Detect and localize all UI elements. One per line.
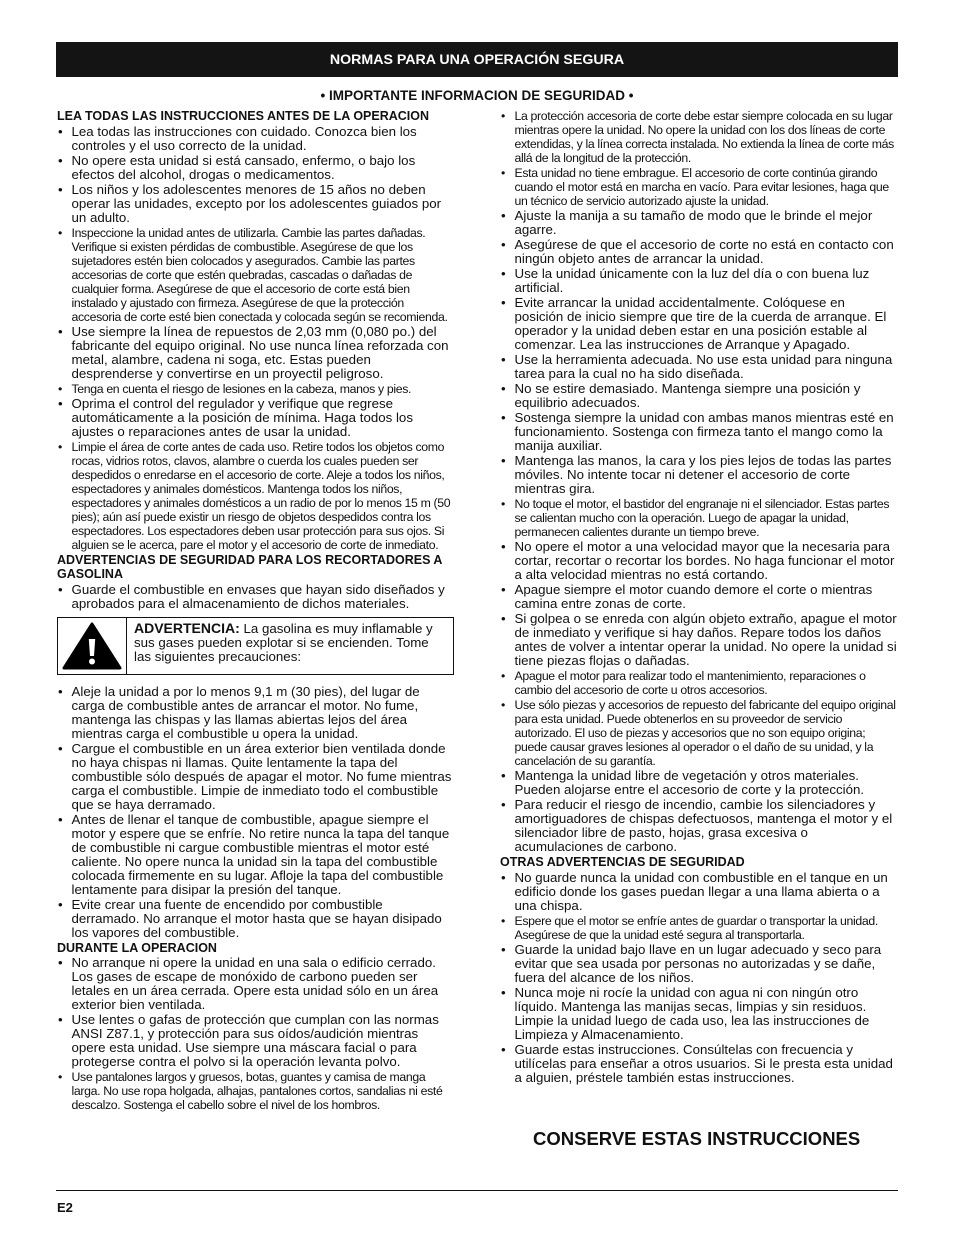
list-item: • No opere el motor a una velocidad mayor que la necesaria para cortar, recortar o recortar los bordes. No haga funcionar el motor a alta velocidad mientras no está cortando. [501,539,895,582]
list-item: • Para reducir el riesgo de incendio, cambie los silenciadores y amortiguadores de chispas defectuosos, mantenga el motor y el silenciador libre de pasto, hojas, grasa excesiva o acumulaciones de carbono. [501,797,893,854]
list-item-text: La protección accesoria de corte debe estar siempre colocada en su lugar mientras opere la unidad. No opere la unidad con los dos líneas de corte extendidas, y la línea correcta instalada. No extienda la línea de corte más allá de la longitud de la protección. [514,109,894,165]
list-item-text: Use siempre la línea de repuestos de 2,03 mm (0,080 po.) del fabricante del equipo original. No use nunca línea reforzada con metal, alambre, cadena ni soga, etc. Estas pueden desprenderse y convertirse en un proyectil peligroso. [71,323,449,381]
list-item-text: Lea todas las instrucciones con cuidado. Conozca bien los controles y el uso correcto de la unidad. [71,123,417,153]
list-item-text: Guarde estas instrucciones. Consúltelas con frecuencia y utilícelas para enseñar a otros usuarios. Si le presta esta unidad a alguien, préstele también estas instrucciones. [514,1041,893,1085]
list-item: • Tenga en cuenta el riesgo de lesiones en la cabeza, manos y pies. [58,381,412,396]
list-item-text: Evite arrancar la unidad accidentalmente. Colóquese en posición de inicio siempre que tire de la cuerda de arranque. El operador y la unidad deben estar en una posición estable al comenzar. Lea las instrucciones de Arranque y Apagado. [514,295,887,352]
list-item-text: No se estire demasiado. Mantenga siempre una posición y equilibrio adecuados. [514,381,861,410]
list-item: • Esta unidad no tiene embrague. El accesorio de corte continúa girando cuando el motor está en marcha en vacío. Para evitar lesiones, haga que un técnico de servicio autorizado ajuste la unidad. [501,166,889,208]
list-item-text: Use la herramienta adecuada. No use esta unidad para ninguna tarea para la cual no ha sido diseñada. [514,352,893,381]
list-item: • No se estire demasiado. Mantenga siempre una posición y equilibrio adecuados. [501,381,861,410]
list-item: • Use la unidad únicamente con la luz del día o con buena luz artificial. [501,266,870,295]
list-item: • No arranque ni opere la unidad en una sala o edificio cerrado. Los gases de escape de monóxido de carbono pueden ser letales en un área cerrada. Opere esta unidad sólo en un área exterior bien ventilada. [58,955,439,1012]
list-item-text: Mantenga las manos, la cara y los pies lejos de todas las partes móviles. No intente tocar ni detener el accesorio de corte mientras gira. [514,453,892,496]
list-item: • Espere que el motor se enfríe antes de guardar o transportar la unidad. Asegúrese de que la unidad esté segura al transportarla. [501,913,878,942]
list-item: • Use siempre la línea de repuestos de 2,03 mm (0,080 po.) del fabricante del equipo original. No use nunca línea reforzada con metal, alambre, cadena ni soga, etc. Estas pueden desprenderse y convertirse en un proyectil peligroso. [58,323,449,381]
conserve-instructions-heading: CONSERVE ESTAS INSTRUCCIONES [533,1128,861,1149]
list-item-text: Si golpea o se enreda con algún objeto extraño, apague el motor de inmediato y verifique si hay daños. Repare todos los daños antes de volver a intentar operar la unidad. No opere la unidad si tiene piezas flojas o dañadas. [514,611,897,668]
list-item: • Aleje la unidad a por lo menos 9,1 m (30 pies), del lugar de carga de combustible antes de arrancar el motor. No fume, mantenga las chispas y las llamas abiertas lejos del área mientras carga el combustible u opera la unidad. [58,683,420,741]
list-item-text: Evite crear una fuente de encendido por combustible derramado. No arranque el motor hasta que se hayan disipado los vapores del combustible. [71,896,442,940]
list-item: • Guarde el combustible en envases que hayan sido diseñados y aprobados para el almacenamiento de dichos materiales. [58,581,445,611]
list-item-text: Use lentes o gafas de protección que cumplan con las normas ANSI Z87.1, y protección para sus oídos/audición mientras opere esta unidad. Use siempre una máscara facial o para protegerse contra el polvo si la operación levanta polvo. [71,1012,439,1069]
list-item-text: Apague siempre el motor cuando demore el corte o mientras camina entre zonas de corte. [514,582,873,611]
read-instructions-list [57,125,454,552]
list-item-text: Oprima el control del regulador y verifique que regrese automáticamente a la posición de mínima. Haga todos los ajustes o reparaciones antes de usar la unidad. [71,395,413,439]
section-title-gasoline-warnings: ADVERTENCIAS DE SEGURIDAD PARA LOS RECORTADORES A GASOLINA [57,552,442,581]
list-item: • Cargue el combustible en un área exterior bien ventilada donde no haya chispas ni llamas. Quite lentamente la tapa del combustible sólo después de apagar el motor. No fume mientras carga el combustible. Limpie de inmediato todo el combustible que se haya derramado. [58,740,452,812]
list-item: • Guarde la unidad bajo llave en un lugar adecuado y seco para evitar que sea usada por personas no autorizadas y se dañe, fuera del alcance de los niños. [501,941,882,985]
list-item: • Use sólo piezas y accesorios de repuesto del fabricante del equipo original para esta unidad. Puede obtenerlos en su proveedor de servicio autorizado. El uso de piezas y accesorios que no son equipo origina; puede causar graves lesiones al operador o el daño de su unidad, y la cancelación de su garantía. [501,698,896,768]
list-item: • Use la herramienta adecuada. No use esta unidad para ninguna tarea para la cual no ha sido diseñada. [501,352,893,381]
list-item-text: Sostenga siempre la unidad con ambas manos mientras esté en funcionamiento. Sostenga con firmeza tanto el mango como la manija auxiliar. [514,410,894,453]
list-item: • Limpie el área de corte antes de cada uso. Retire todos los objetos como rocas, vidrios rotos, clavos, alambre o cuerda los cuales pueden ser despedidos o enredarse en el accesorio de corte. Aleje a todos los niños, espectadores y animales domésticos. Mantenga todos los niños, espectadores y animales domésticos a un radio de por lo menos 15 m (50 pies); aún así puede existir un riesgo de objetos despedidos contra los espectadores. Los espectadores deben usar protección para sus ojos. Si alguien se le acerca, pare el motor y el accesorio de corte de inmediato. [58,439,451,552]
list-item-text: Ajuste la manija a su tamaño de modo que le brinde el mejor agarre. [514,208,873,237]
list-item-text: Tenga en cuenta el riesgo de lesiones en la cabeza, manos y pies. [71,381,412,396]
warning-message [134,621,447,664]
list-item: • Mantenga las manos, la cara y los pies lejos de todas las partes móviles. No intente tocar ni detener el accesorio de corte mientras gira. [501,453,892,496]
warning-box [57,617,454,675]
warning-body: La gasolina es muy inflamable y sus gases pueden explotar si se encienden. Tome las siguientes precauciones: [134,620,433,664]
list-item-text: No opere esta unidad si está cansado, enfermo, o bajo los efectos del alcohol, drogas o medicamentos. [71,152,416,182]
left-column [57,109,454,1113]
list-item-text: No toque el motor, el bastidor del engranaje ni el silenciador. Estas partes se calientan mucho con la operación. Luego de apagar la unidad, permanecen calientes durante un tiempo breve. [514,497,890,539]
list-item: • Antes de llenar el tanque de combustible, apague siempre el motor y espere que se enfríe. No retire nunca la tapa del tanque de combustible ni cargue combustible mientras el motor esté caliente. No opere nunca la unidad sin la tapa del combustible colocada firmemente en su lugar. Afloje la tapa del combustible lentamente para disipar la presión del tanque. [58,811,450,897]
list-item: • No opere esta unidad si está cansado, enfermo, o bajo los efectos del alcohol, drogas o medicamentos. [58,152,416,182]
list-item: • Use lentes o gafas de protección que cumplan con las normas ANSI Z87.1, y protección para sus oídos/audición mientras opere esta unidad. Use siempre una máscara facial o para protegerse contra el polvo si la operación levanta polvo. [58,1012,439,1069]
list-item-text: Cargue el combustible en un área exterior bien ventilada donde no haya chispas ni llamas. Quite lentamente la tapa del combustible sólo después de apagar el motor. No fume mientras carga el combustible. Limpie de inmediato todo el combustible que se haya derramado. [71,740,452,812]
list-item: • Use pantalones largos y gruesos, botas, guantes y camisa de manga larga. No use ropa holgada, alhajas, pantalones cortos, sandalias ni esté descalzo. Sostenga el cabello sobre el nivel de los hombros. [58,1070,443,1112]
list-item-text: No guarde nunca la unidad con combustible en el tanque en un edificio donde los gases puedan llegar a una llama abierta o a una chispa. [514,869,888,913]
list-item: • Sostenga siempre la unidad con ambas manos mientras esté en funcionamiento. Sostenga con firmeza tanto el mango como la manija auxiliar. [501,410,894,453]
list-item-text: Para reducir el riesgo de incendio, cambie los silenciadores y amortiguadores de chispas defectuosos, mantenga el motor y el silenciador libre de pasto, hojas, grasa excesiva o acumulaciones de carbono. [514,797,893,854]
list-item: • No toque el motor, el bastidor del engranaje ni el silenciador. Estas partes se calientan mucho con la operación. Luego de apagar la unidad, permanecen calientes durante un tiempo breve. [501,497,890,539]
section-title-during-operation: DURANTE LA OPERACION [57,940,217,955]
during-operation-list [57,956,454,1112]
list-item: • Ajuste la manija a su tamaño de modo que le brinde el mejor agarre. [501,208,873,237]
section-title-other-warnings: OTRAS ADVERTENCIAS DE SEGURIDAD [500,855,745,869]
list-item-text: Use pantalones largos y gruesos, botas, guantes y camisa de manga larga. No use ropa holgada, alhajas, pantalones cortos, sandalias ni esté descalzo. Sostenga el cabello sobre el nivel de los hombros. [71,1070,443,1112]
list-item: • Apague el motor para realizar todo el mantenimiento, reparaciones o cambio del accesorio de corte u otros accesorios. [501,669,866,697]
list-item: • Nunca moje ni rocíe la unidad con agua ni con ningún otro líquido. Mantenga las manijas secas, limpias y sin residuos. Limpie la unidad luego de cada uso, lea las instrucciones de Limpieza y Almacenamiento. [501,984,870,1042]
warning-triangle-icon [61,621,123,671]
section-banner: NORMAS PARA UNA OPERACIÓN SEGURA [56,42,898,77]
list-item: • Inspeccione la unidad antes de utilizarla. Cambie las partes dañadas. Verifique si existen pérdidas de combustible. Asegúrese de que los sujetadores estén bien colocados y asegurados. Cambie las partes accesorias de corte que estén quebradas, cascadas o dañadas de cualquier forma. Asegúrese de que el accesorio de corte está bien instalado y ajustado con firmeza. Asegúrese de que la protección accesoria de corte esté bien conectada y colocada según se recomienda. [58,225,448,324]
page-number: E2 [57,1200,73,1215]
list-item-text: Guarde el combustible en envases que hayan sido diseñados y aprobados para el almacenamiento de dichos materiales. [71,581,445,611]
list-item: • Apague siempre el motor cuando demore el corte o mientras camina entre zonas de corte. [501,582,873,611]
list-item-text: Mantenga la unidad libre de vegetación y otros materiales. Pueden alojarse entre el accesorio de corte y la protección. [514,768,865,797]
gasoline-warnings-list [57,583,454,611]
list-item-text: No opere el motor a una velocidad mayor que la necesaria para cortar, recortar o recortar los bordes. No haga funcionar el motor a alta velocidad mientras no está cortando. [514,539,895,582]
fuel-handling-list [57,685,454,940]
list-item-text: Apague el motor para realizar todo el mantenimiento, reparaciones o cambio del accesorio de corte u otros accesorios. [514,669,866,697]
list-item-text: Use la unidad únicamente con la luz del día o con buena luz artificial. [514,266,870,295]
right-column [500,109,897,1086]
list-item: • Asegúrese de que el accesorio de corte no está en contacto con ningún objeto antes de arrancar la unidad. [501,237,894,266]
list-item: • Los niños y los adolescentes menores de 15 años no deben operar las unidades, excepto por los adolescentes guiados por un adulto. [58,181,442,225]
list-item-text: Asegúrese de que el accesorio de corte no está en contacto con ningún objeto antes de arrancar la unidad. [514,237,894,266]
safety-info-heading: • IMPORTANTE INFORMACION DE SEGURIDAD • [320,88,634,103]
list-item: • No guarde nunca la unidad con combustible en el tanque en un edificio donde los gases puedan llegar a una llama abierta o a una chispa. [501,869,888,913]
warning-label: ADVERTENCIA: [134,619,240,636]
list-item: • Mantenga la unidad libre de vegetación y otros materiales. Pueden alojarse entre el accesorio de corte y la protección. [501,768,865,797]
list-item: • Oprima el control del regulador y verifique que regrese automáticamente a la posición de mínima. Haga todos los ajustes o reparaciones antes de usar la unidad. [58,395,413,439]
list-item-text: Aleje la unidad a por lo menos 9,1 m (30 pies), del lugar de carga de combustible antes de arrancar el motor. No fume, mantenga las chispas y las llamas abiertas lejos del área mientras carga el combustible u opera la unidad. [71,683,420,741]
list-item: • Evite crear una fuente de encendido por combustible derramado. No arranque el motor hasta que se hayan disipado los vapores del combustible. [58,896,442,940]
list-item-text: Los niños y los adolescentes menores de 15 años no deben operar las unidades, excepto por los adolescentes guiados por un adulto. [71,181,442,225]
list-item-text: Nunca moje ni rocíe la unidad con agua ni con ningún otro líquido. Mantenga las manijas secas, limpias y sin residuos. Limpie la unidad luego de cada uso, lea las instrucciones de Limpieza y Almacenamiento. [514,984,870,1042]
list-item-text: Use sólo piezas y accesorios de repuesto del fabricante del equipo original para esta unidad. Puede obtenerlos en su proveedor de servicio autorizado. El uso de piezas y accesorios que no son equipo origina; puede causar graves lesiones al operador o el daño de su unidad, y la cancelación de su garantía. [514,698,896,768]
list-item-text: Inspeccione la unidad antes de utilizarla. Cambie las partes dañadas. Verifique si existen pérdidas de combustible. Asegúrese de que los sujetadores estén bien colocados y asegurados. Cambie las partes accesorias de corte que estén quebradas, cascadas o dañadas de cualquier forma. Asegúrese de que el accesorio de corte está bien instalado y ajustado con firmeza. Asegúrese de que la protección accesoria de corte esté bien conectada y colocada según se recomienda. [71,225,448,324]
other-warnings-list [500,871,897,1085]
list-item-text: Guarde la unidad bajo llave en un lugar adecuado y seco para evitar que sea usada por personas no autorizadas y se dañe, fuera del alcance de los niños. [514,941,882,985]
during-operation-list-continued [500,109,897,854]
list-item-text: Espere que el motor se enfríe antes de guardar o transportar la unidad. Asegúrese de que la unidad esté segura al transportarla. [514,913,878,942]
list-item: • La protección accesoria de corte debe estar siempre colocada en su lugar mientras opere la unidad. No opere la unidad con los dos líneas de corte extendidas, y la línea correcta instalada. No extienda la línea de corte más allá de la longitud de la protección. [501,109,894,165]
list-item: • Si golpea o se enreda con algún objeto extraño, apague el motor de inmediato y verifique si hay daños. Repare todos los daños antes de volver a intentar operar la unidad. No opere la unidad si tiene piezas flojas o dañadas. [501,611,897,668]
list-item: • Evite arrancar la unidad accidentalmente. Colóquese en posición de inicio siempre que tire de la cuerda de arranque. El operador y la unidad deben estar en una posición estable al comenzar. Lea las instrucciones de Arranque y Apagado. [501,295,887,352]
section-title-read-instructions: LEA TODAS LAS INSTRUCCIONES ANTES DE LA OPERACION [57,109,430,123]
list-item: • Guarde estas instrucciones. Consúltelas con frecuencia y utilícelas para enseñar a otros usuarios. Si le presta esta unidad a alguien, préstele también estas instrucciones. [501,1041,893,1085]
list-item-text: Limpie el área de corte antes de cada uso. Retire todos los objetos como rocas, vidrios rotos, clavos, alambre o cuerda los cuales pueden ser despedidos o enredarse en el accesorio de corte. Aleje a todos los niños, espectadores y animales domésticos. Mantenga todos los niños, espectadores y animales domésticos a un radio de por lo menos 15 m (50 pies); aún así puede existir un riesgo de objetos despedidos contra los espectadores. Los espectadores deben usar protección para sus ojos. Si alguien se le acerca, pare el motor y el accesorio de corte de inmediato. [71,439,451,552]
warning-icon-cell [58,618,127,674]
list-item-text: No arranque ni opere la unidad en una sala o edificio cerrado. Los gases de escape de monóxido de carbono pueden ser letales en un área cerrada. Opere esta unidad sólo en un área exterior bien ventilada. [71,955,439,1012]
footer-divider [56,1190,898,1191]
list-item-text: Antes de llenar el tanque de combustible, apague siempre el motor y espere que se enfríe. No retire nunca la tapa del tanque de combustible ni cargue combustible mientras el motor esté caliente. No opere nunca la unidad sin la tapa del combustible colocada firmemente en su lugar. Afloje la tapa del combustible lentamente para disipar la presión del tanque. [71,811,450,897]
list-item: • Lea todas las instrucciones con cuidado. Conozca bien los controles y el uso correcto de la unidad. [58,123,417,153]
list-item-text: Esta unidad no tiene embrague. El accesorio de corte continúa girando cuando el motor está en marcha en vacío. Para evitar lesiones, haga que un técnico de servicio autorizado ajuste la unidad. [514,166,889,208]
